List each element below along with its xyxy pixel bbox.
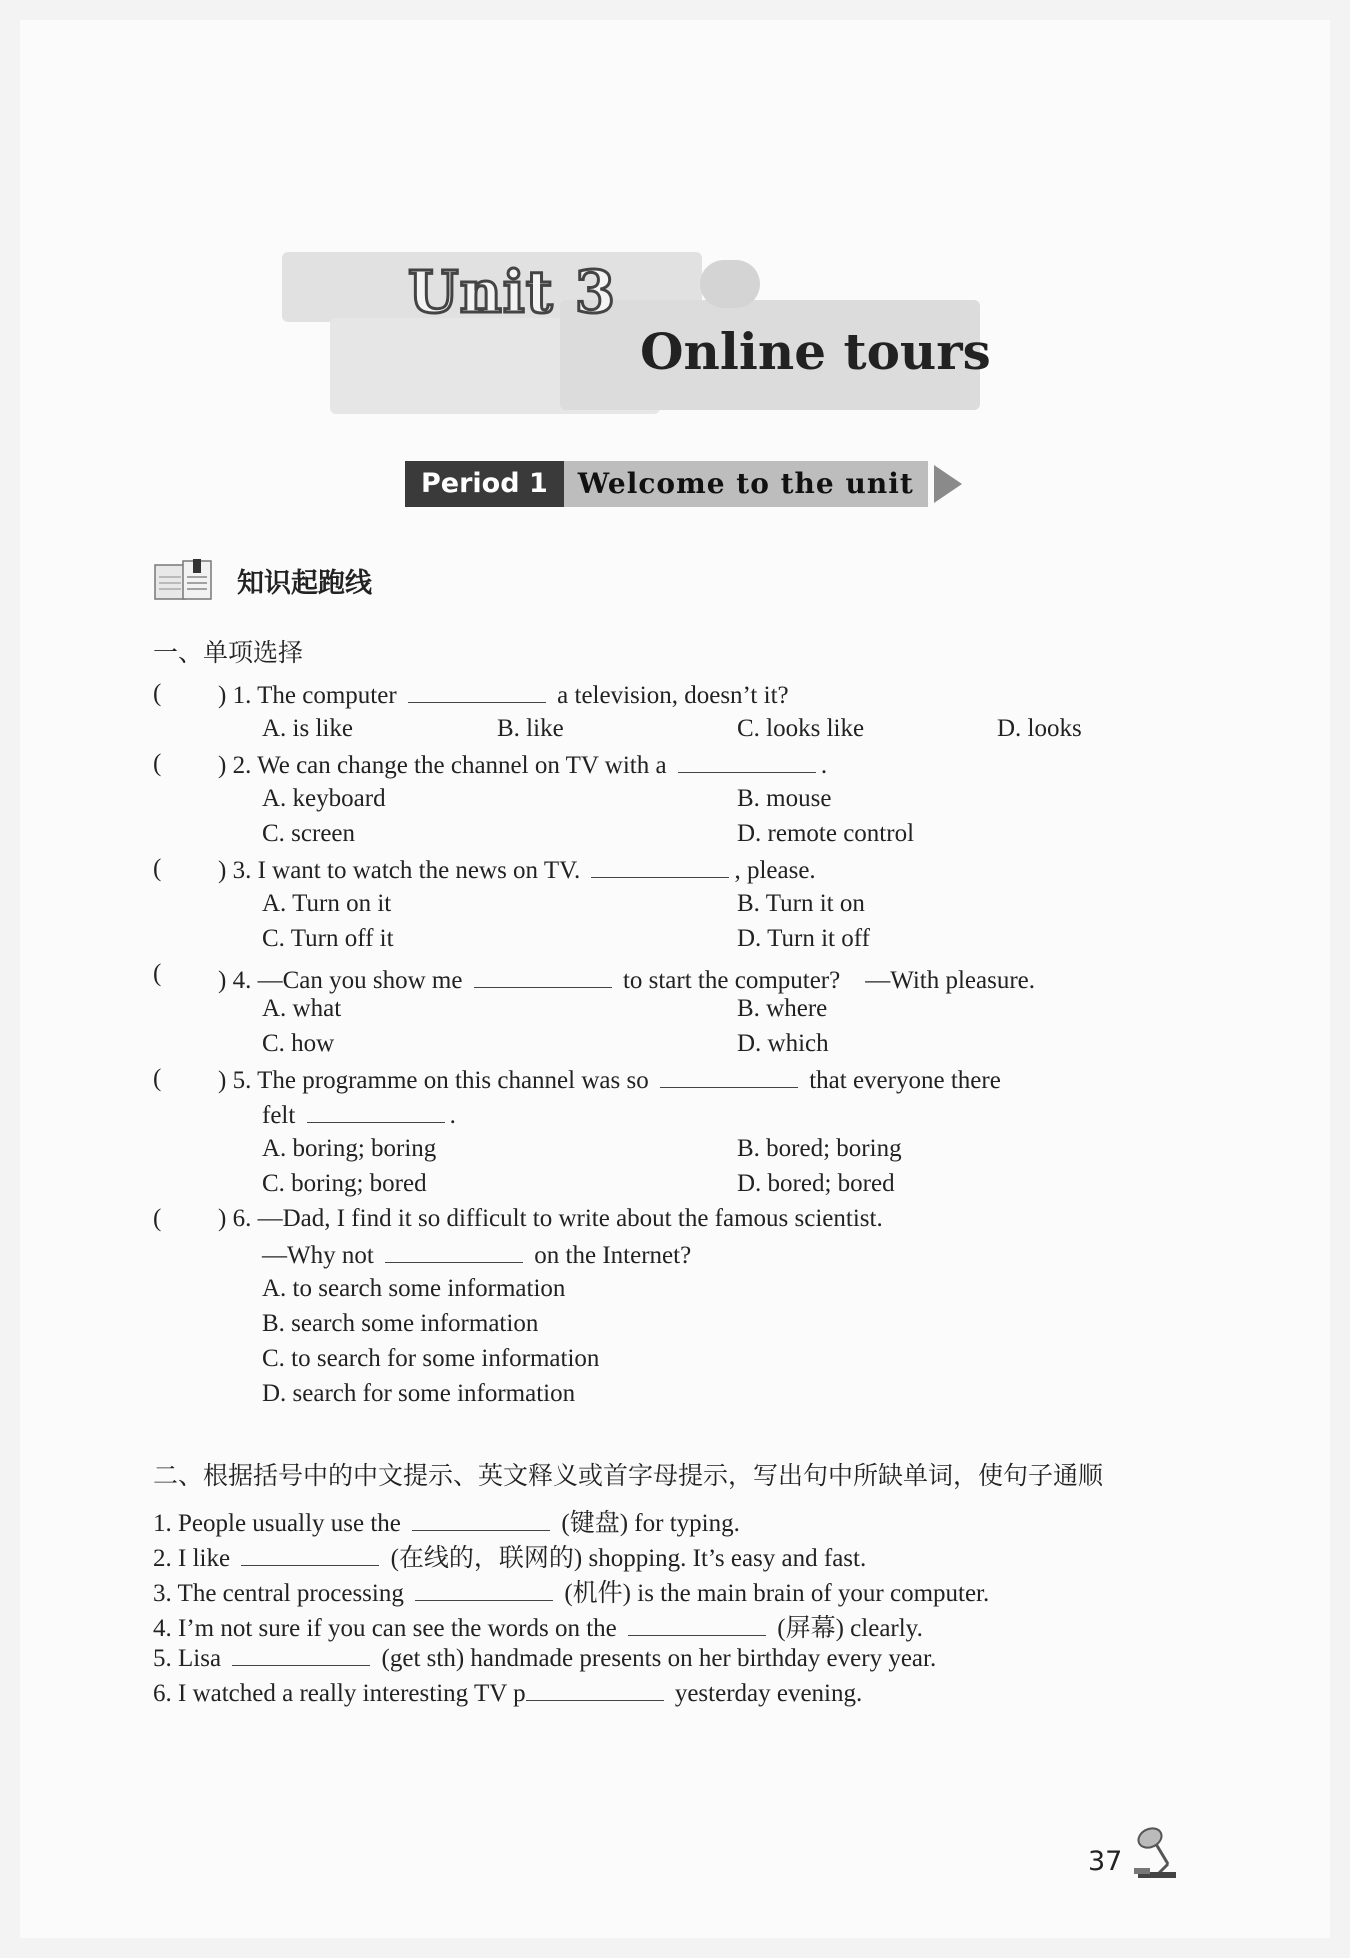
option[interactable]: A. is like — [262, 715, 353, 742]
fill-item — [153, 1678, 862, 1708]
book-icon — [153, 557, 215, 603]
option[interactable]: D. search for some information — [262, 1380, 576, 1407]
option[interactable]: B. Turn it on — [737, 890, 865, 917]
item-text: 1. People usually use the — [153, 1510, 401, 1537]
question-text: on the Internet? — [534, 1242, 692, 1269]
item-text: (键盘) for typing. — [561, 1510, 740, 1537]
period-name: Welcome to the unit — [564, 461, 928, 507]
option[interactable]: C. boring; bored — [262, 1170, 427, 1197]
question-number: ) 4. — [218, 967, 252, 994]
question-number: ) 1. — [218, 682, 252, 709]
question-text: —Why not — [262, 1242, 374, 1269]
puzzle-decoration — [700, 260, 760, 308]
question-text: , please. — [734, 857, 816, 884]
option[interactable]: C. Turn off it — [262, 925, 394, 952]
question-number: ) 5. — [218, 1067, 252, 1094]
item-text: 4. I’m not sure if you can see the words on the — [153, 1615, 617, 1642]
option[interactable]: B. search some information — [262, 1310, 539, 1337]
option[interactable]: D. Turn it off — [737, 925, 870, 952]
option[interactable]: A. Turn on it — [262, 890, 392, 917]
blank-line[interactable] — [660, 1065, 798, 1088]
question-text: —Dad, I find it so difficult to write about the famous scientist. — [257, 1205, 883, 1232]
blank-line[interactable] — [408, 680, 546, 703]
blank-line[interactable] — [628, 1613, 766, 1636]
blank-line[interactable] — [412, 1508, 550, 1531]
question-text: I want to watch the news on TV. — [257, 857, 581, 884]
option[interactable]: A. boring; boring — [262, 1135, 437, 1162]
period-bar — [405, 461, 962, 507]
option[interactable]: A. to search some information — [262, 1275, 566, 1302]
answer-paren[interactable]: ( — [153, 750, 162, 777]
item-text: (get sth) handmade presents on her birthday every year. — [381, 1645, 937, 1672]
fill-item — [153, 1503, 740, 1539]
blank-line[interactable] — [526, 1678, 664, 1701]
item-text: 2. I like — [153, 1545, 231, 1572]
question-number: ) 3. — [218, 857, 252, 884]
fill-item — [153, 1573, 989, 1609]
question-text: . — [820, 752, 828, 779]
desk-lamp-icon — [1126, 1824, 1182, 1880]
answer-paren[interactable]: ( — [153, 680, 162, 707]
fill-item — [153, 1538, 866, 1574]
question-text: —Can you show me — [257, 967, 463, 994]
option[interactable]: A. keyboard — [262, 785, 386, 812]
fill-item — [153, 1643, 936, 1673]
option[interactable]: D. looks — [997, 715, 1082, 742]
option[interactable]: D. bored; bored — [737, 1170, 895, 1197]
blank-line[interactable] — [307, 1100, 445, 1123]
answer-paren[interactable]: ( — [153, 1065, 162, 1092]
blank-line[interactable] — [385, 1240, 523, 1263]
option[interactable]: B. mouse — [737, 785, 832, 812]
part2-title: 二、根据括号中的中文提示、英文释义或首字母提示，写出句中所缺单词，使句子通顺 — [153, 1461, 1104, 1490]
blank-line[interactable] — [241, 1543, 379, 1566]
period-label: Period 1 — [405, 461, 564, 507]
option[interactable]: C. how — [262, 1030, 335, 1057]
item-text: 5. Lisa — [153, 1645, 222, 1672]
section-title: 知识起跑线 — [237, 568, 372, 599]
question-text: to start the computer? —With pleasure. — [622, 967, 1035, 994]
unit-subtitle: Online tours — [640, 322, 991, 381]
part1-title: 一、单项选择 — [153, 638, 304, 667]
item-text: 6. I watched a really interesting TV p — [153, 1680, 526, 1707]
item-text: yesterday evening. — [674, 1680, 863, 1707]
question-number: ) 2. — [218, 752, 252, 779]
blank-line[interactable] — [415, 1578, 553, 1601]
blank-line[interactable] — [678, 750, 816, 773]
option[interactable]: B. where — [737, 995, 828, 1022]
answer-paren[interactable]: ( — [153, 855, 162, 882]
question-text: We can change the channel on TV with a — [257, 752, 667, 779]
arrow-right-icon — [934, 465, 962, 503]
answer-paren[interactable]: ( — [153, 1205, 162, 1232]
item-text: (屏幕) clearly. — [777, 1615, 923, 1642]
option[interactable]: C. screen — [262, 820, 356, 847]
blank-line[interactable] — [474, 965, 612, 988]
option[interactable]: A. what — [262, 995, 342, 1022]
question-text: The computer — [257, 682, 397, 709]
question-text: felt — [262, 1102, 296, 1129]
fill-item — [153, 1608, 923, 1644]
item-text: (在线的，联网的) shopping. It’s easy and fast. — [390, 1545, 867, 1572]
page-number: 37 — [1088, 1846, 1123, 1877]
option[interactable]: B. bored; boring — [737, 1135, 902, 1162]
option[interactable]: D. remote control — [737, 820, 915, 847]
blank-line[interactable] — [591, 855, 729, 878]
question-text: a television, doesn’t it? — [557, 682, 789, 709]
option[interactable]: D. which — [737, 1030, 829, 1057]
option[interactable]: B. like — [497, 715, 564, 742]
item-text: (机件) is the main brain of your computer. — [564, 1580, 990, 1607]
answer-paren[interactable]: ( — [153, 960, 162, 987]
option[interactable]: C. to search for some information — [262, 1345, 600, 1372]
blank-line[interactable] — [232, 1643, 370, 1666]
item-text: 3. The central processing — [153, 1580, 404, 1607]
option[interactable]: C. looks like — [737, 715, 865, 742]
unit-title: Unit 3 — [408, 258, 617, 326]
question-text: . — [449, 1102, 456, 1129]
question-number: ) 6. — [218, 1205, 252, 1232]
question-text: that everyone there — [809, 1067, 1001, 1094]
question-text: The programme on this channel was so — [257, 1067, 649, 1094]
